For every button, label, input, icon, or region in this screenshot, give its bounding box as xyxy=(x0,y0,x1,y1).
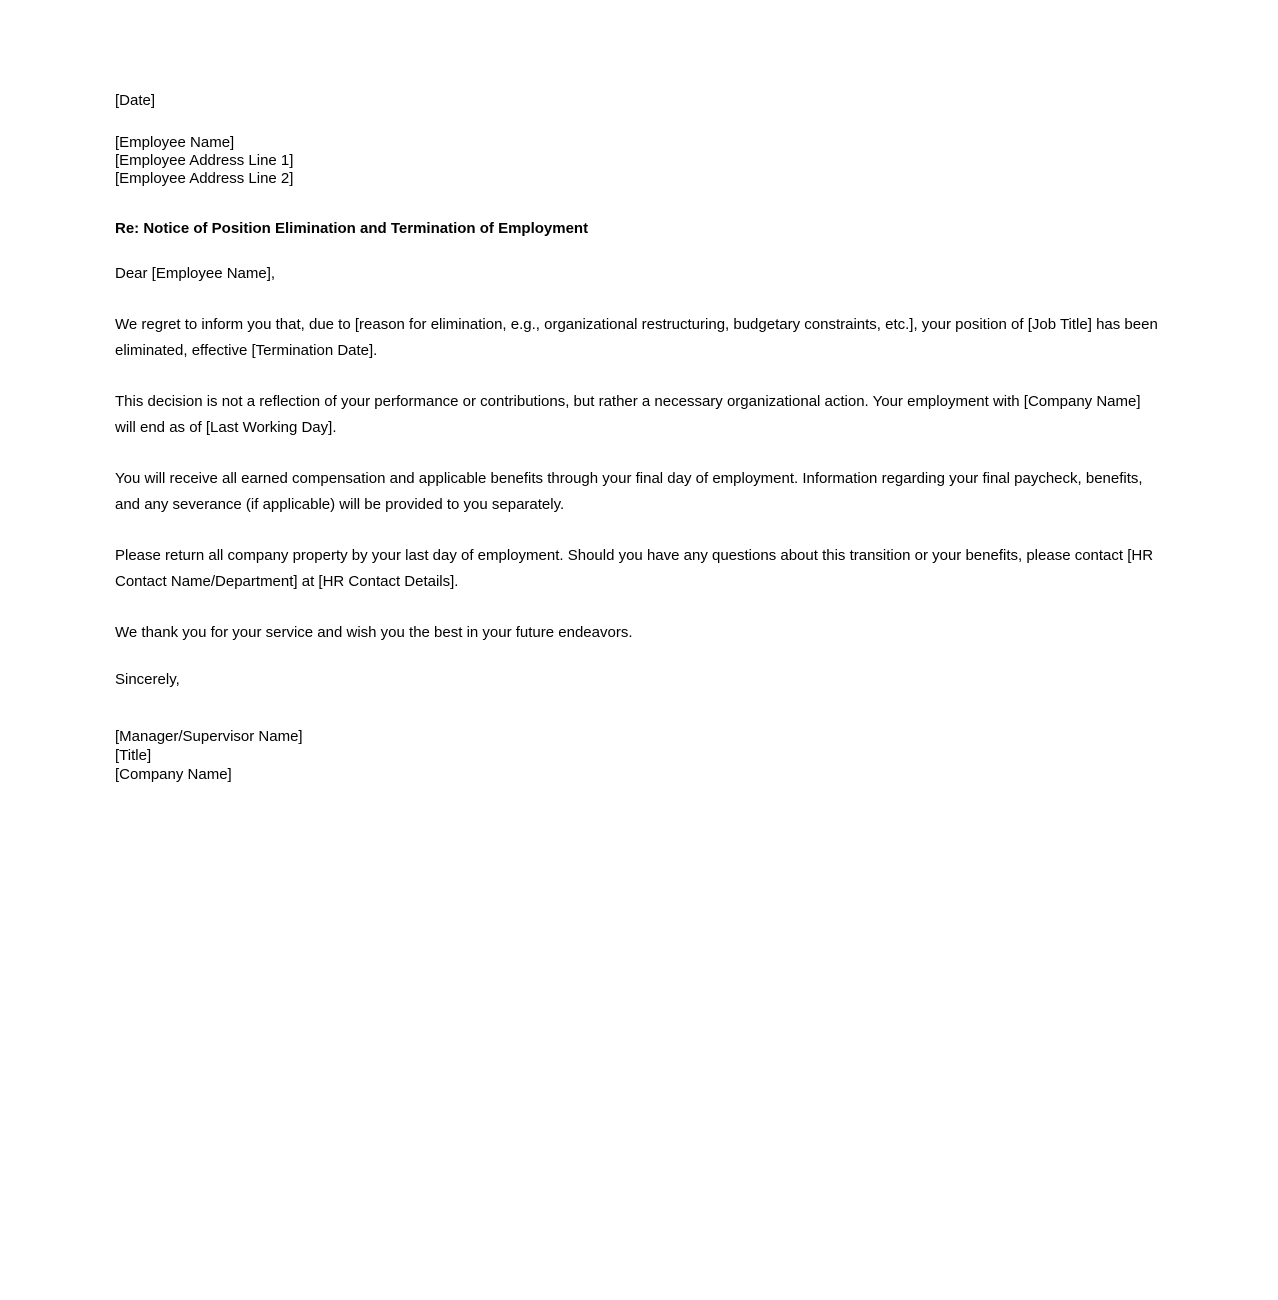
signature-title: [Title] xyxy=(115,747,152,764)
body-paragraph-1: We regret to inform you that, due to [reason for elimination, e.g., organizational restructuring, budgetary constraints, etc.], your position of [Job Title] has been eliminated, effective [Termination Date]. xyxy=(115,316,1162,359)
recipient-name: [Employee Name] xyxy=(115,134,235,151)
recipient-address-block xyxy=(115,134,1158,188)
body-paragraph-5: We thank you for your service and wish you the best in your future endeavors. xyxy=(115,624,633,641)
body-paragraph-2: This decision is not a reflection of your performance or contributions, but rather a necessary organizational action. Your employment with [Company Name] will end as of [Last Working Day]. xyxy=(115,393,1145,436)
signature-name: [Manager/Supervisor Name] xyxy=(115,728,303,745)
recipient-address-line-2: [Employee Address Line 2] xyxy=(115,170,294,187)
body-paragraph-3: You will receive all earned compensation and applicable benefits through your final day of employment. Information regarding your final paycheck, benefits, and any severance (if applicable) will be provided to you separately. xyxy=(115,470,1147,513)
date-placeholder: [Date] xyxy=(115,92,156,109)
signature-block xyxy=(115,727,1158,784)
subject-line: Re: Notice of Position Elimination and Termination of Employment xyxy=(115,220,589,237)
body-paragraph-4: Please return all company property by your last day of employment. Should you have any questions about this transition or your benefits, please contact [HR Contact Name/Department] at [HR Contact Details]. xyxy=(115,547,1158,590)
closing: Sincerely, xyxy=(115,671,180,688)
signature-company: [Company Name] xyxy=(115,766,232,783)
salutation: Dear [Employee Name], xyxy=(115,265,276,282)
recipient-address-line-1: [Employee Address Line 1] xyxy=(115,152,294,169)
